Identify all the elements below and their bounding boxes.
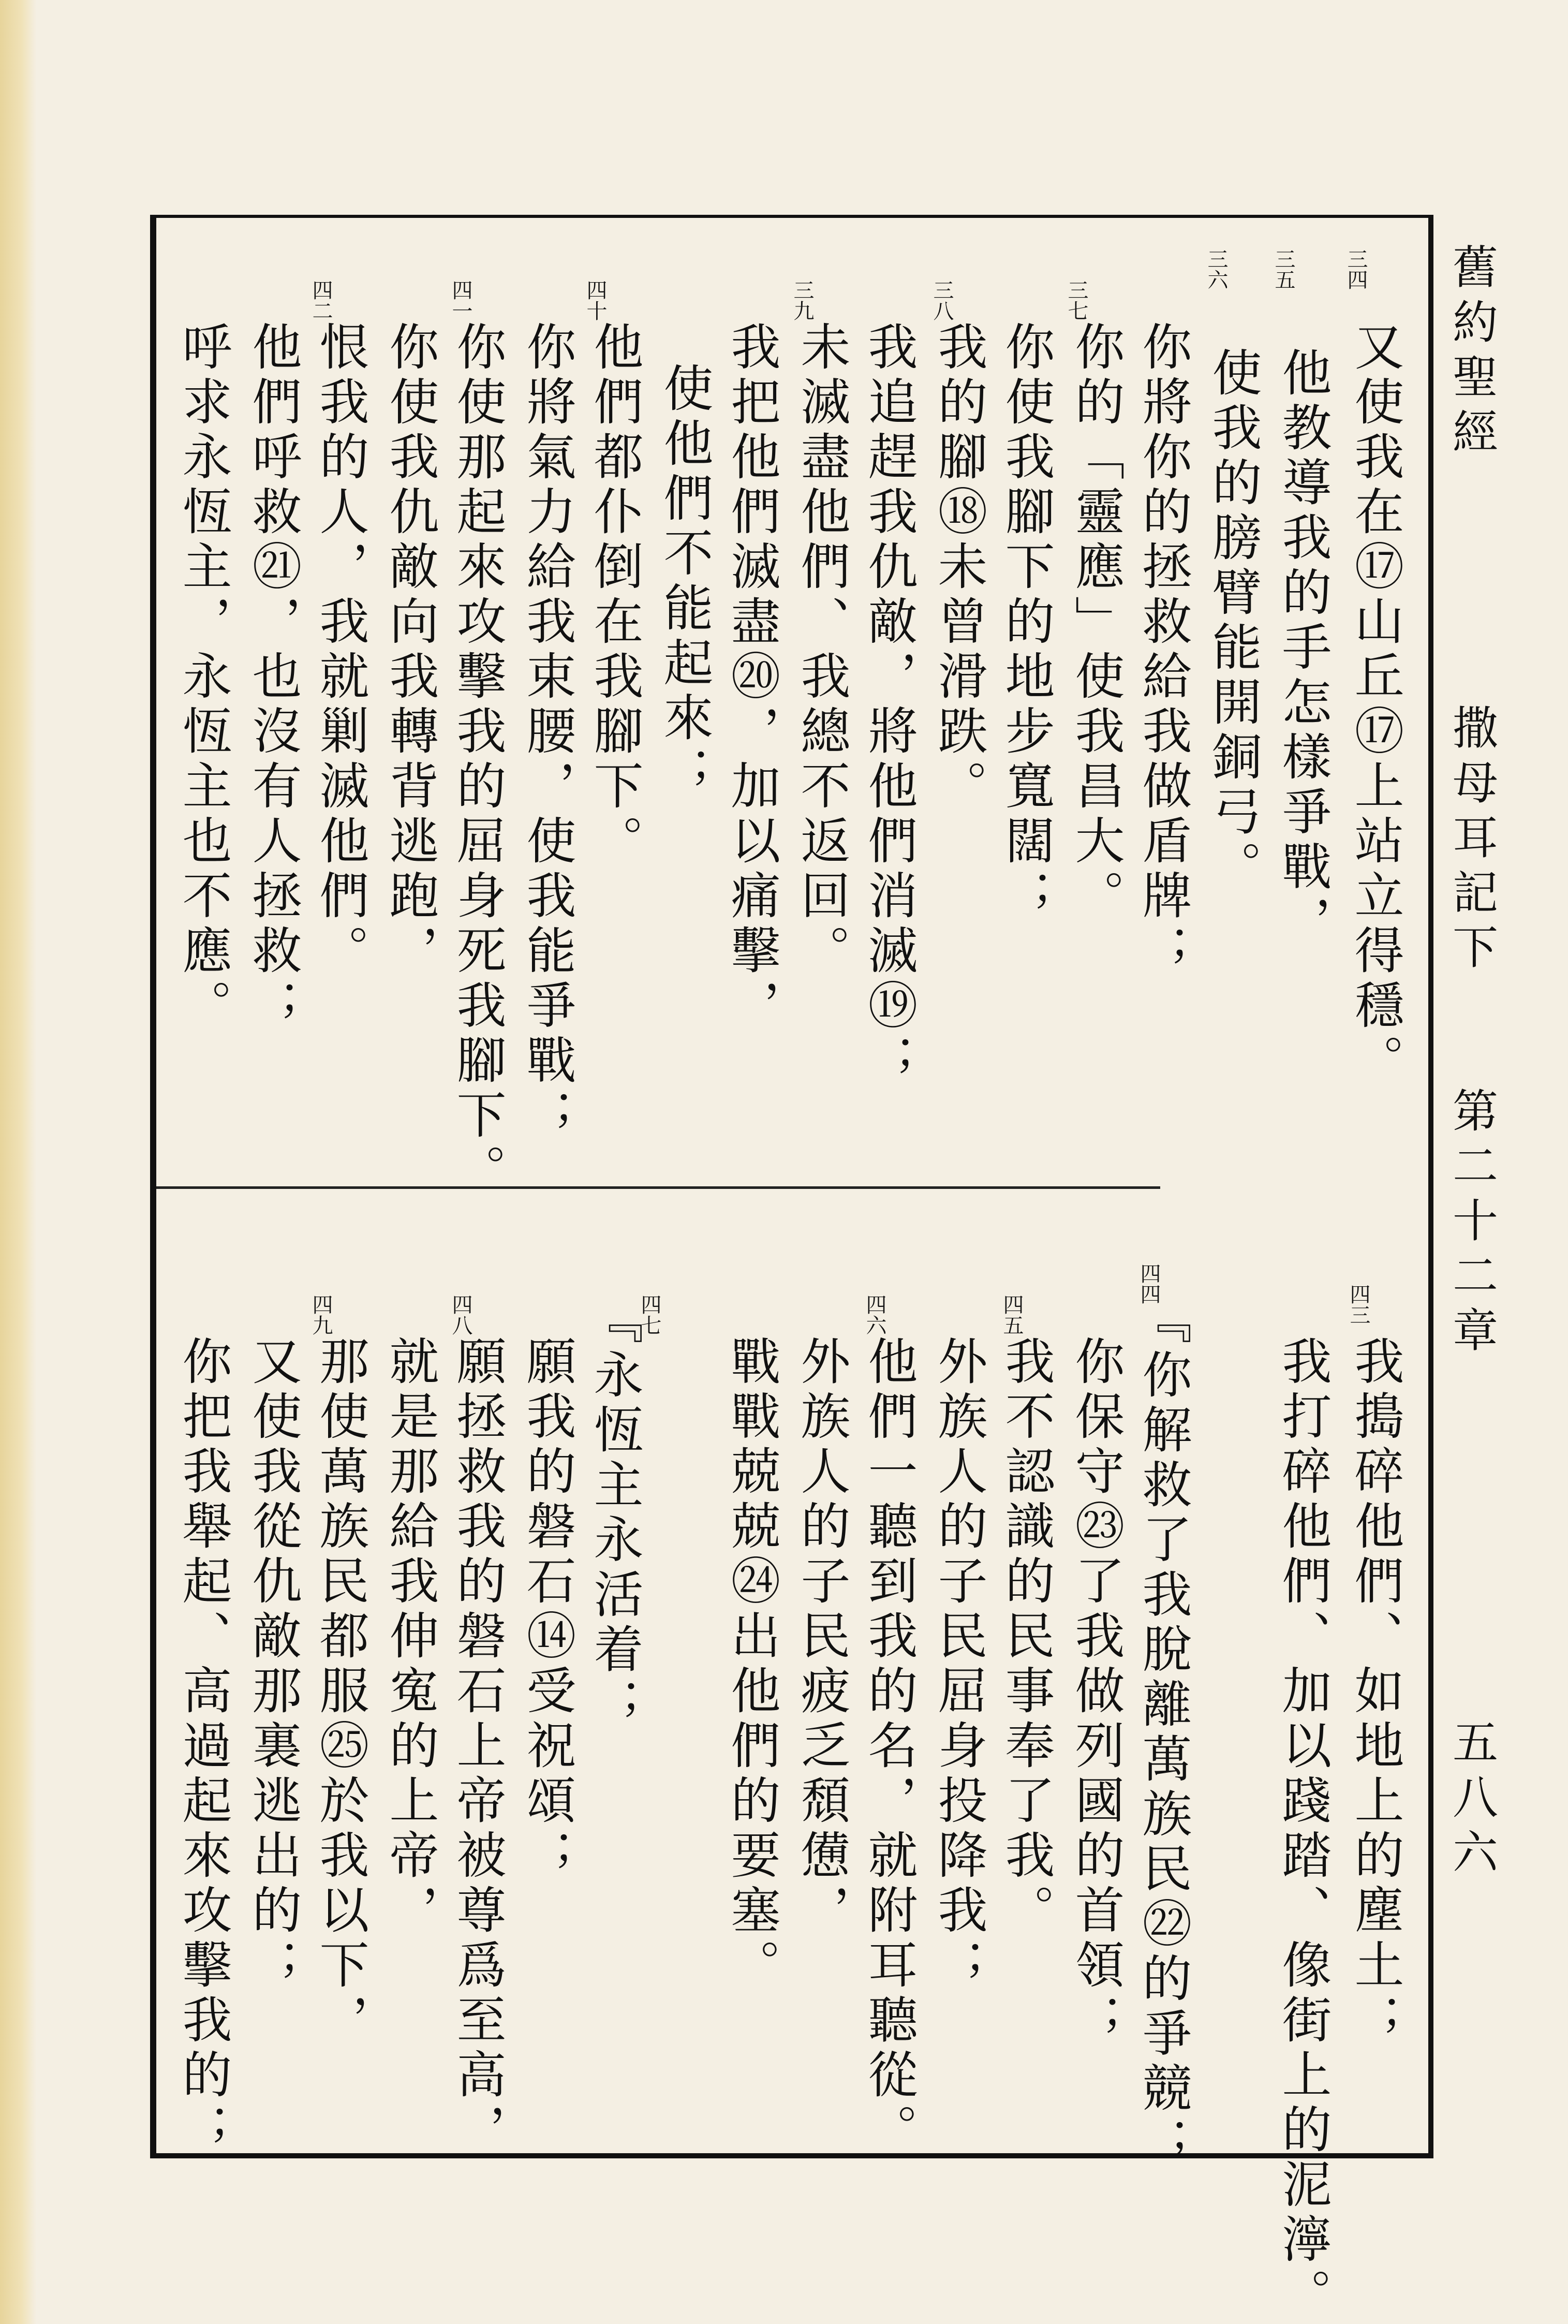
verse-number: 三六 bbox=[1204, 248, 1228, 290]
verse-number: 三五 bbox=[1271, 248, 1295, 290]
verse-number: 四五 bbox=[1000, 1294, 1024, 1335]
verse-number: 三九 bbox=[790, 280, 814, 321]
upper-column-5: 你的「靈應」使我昌大。 bbox=[1067, 321, 1125, 924]
lower-column-2: 我打碎他們、加以踐踏、像街上的泥濘。 bbox=[1274, 1335, 1332, 2323]
upper-column-13: 你將氣力給我束腰，使我能爭戰； bbox=[519, 321, 576, 1144]
upper-column-9: 未滅盡他們、我總不返回。 bbox=[793, 321, 851, 979]
upper-column-1: 又使我在⑰山丘⑰上站立得穩。 bbox=[1347, 321, 1404, 1089]
lower-column-3: 『你解救了我脫離萬族民㉒的爭競； bbox=[1134, 1294, 1192, 2172]
upper-column-18: 呼求永恆主，永恆主也不應。 bbox=[174, 321, 232, 1034]
lower-column-16: 你把我舉起、高過起來攻擊我的； bbox=[174, 1335, 232, 2158]
upper-column-16: 恨我的人，我就剿滅他們。 bbox=[312, 321, 369, 979]
verse-number: 四九 bbox=[309, 1294, 333, 1335]
lower-column-5: 我不認識的民事奉了我。 bbox=[997, 1335, 1055, 1939]
verse-number: 四六 bbox=[863, 1294, 886, 1335]
header-page-number: 五八六 bbox=[1445, 1718, 1499, 1883]
verse-number: 四十 bbox=[583, 280, 607, 321]
lower-column-9: 戰戰兢兢㉔出他們的要塞。 bbox=[723, 1335, 781, 1994]
upper-column-11: 使他們不能起來； bbox=[656, 362, 714, 801]
upper-column-8: 我追趕我仇敵，將他們消滅⑲； bbox=[860, 321, 918, 1089]
verse-number: 四一 bbox=[449, 280, 472, 321]
upper-column-10: 我把他們滅盡⑳，加以痛擊， bbox=[723, 321, 781, 1034]
upper-column-3: 使我的膀臂能開銅弓。 bbox=[1204, 347, 1262, 895]
verse-number: 四四 bbox=[1137, 1263, 1161, 1304]
verse-number: 四七 bbox=[638, 1294, 661, 1335]
lower-column-10: 『永恆主永活着； bbox=[586, 1294, 644, 1733]
lower-column-1: 我搗碎他們、如地上的塵土； bbox=[1347, 1335, 1404, 2049]
verse-number: 三七 bbox=[1064, 280, 1088, 321]
upper-column-2: 他教導我的手怎樣爭戰， bbox=[1274, 347, 1332, 950]
lower-column-8: 外族人的子民疲乏頹憊， bbox=[793, 1335, 851, 1939]
header-chapter: 第二十二章 bbox=[1445, 1087, 1499, 1361]
lower-column-6: 外族人的子民屈身投降我； bbox=[930, 1335, 988, 1994]
lower-column-15: 又使我從仇敵那裏逃出的； bbox=[244, 1335, 302, 1994]
verse-number: 四八 bbox=[449, 1294, 472, 1335]
upper-column-15: 你使我仇敵向我轉背逃跑， bbox=[381, 321, 439, 979]
upper-column-17: 他們呼救㉑，也沒有人拯救； bbox=[244, 321, 302, 1034]
upper-column-12: 他們都仆倒在我腳下。 bbox=[586, 321, 644, 870]
upper-column-6: 你使我腳下的地步寬闊； bbox=[997, 321, 1055, 924]
upper-column-7: 我的腳⑱未曾滑跌。 bbox=[930, 321, 988, 815]
lower-column-12: 願拯救我的磐石上帝被尊爲至高， bbox=[449, 1335, 507, 2158]
page-edge bbox=[0, 0, 36, 2324]
verse-number: 三八 bbox=[930, 280, 954, 321]
lower-column-13: 就是那給我伸寃的上帝， bbox=[381, 1335, 439, 1939]
header-book: 舊約聖經 bbox=[1445, 243, 1499, 463]
header-section: 撒母耳記下 bbox=[1445, 704, 1499, 978]
lower-column-14: 那使萬族民都服㉕於我以下， bbox=[312, 1335, 369, 2049]
verse-number: 四二 bbox=[309, 280, 333, 321]
verse-number: 三四 bbox=[1344, 248, 1368, 290]
upper-column-4: 你將你的拯救給我做盾牌； bbox=[1134, 321, 1192, 979]
upper-column-14: 你使那起來攻擊我的屈身死我腳下。 bbox=[449, 321, 507, 1199]
section-divider bbox=[156, 1186, 1160, 1189]
lower-column-11: 願我的磐石⑭受祝頌； bbox=[519, 1335, 576, 1884]
verse-number: 四三 bbox=[1347, 1284, 1370, 1325]
lower-column-4: 你保守㉓了我做列國的首領； bbox=[1067, 1335, 1125, 2049]
lower-column-7: 他們一聽到我的名，就附耳聽從。 bbox=[860, 1335, 918, 2158]
